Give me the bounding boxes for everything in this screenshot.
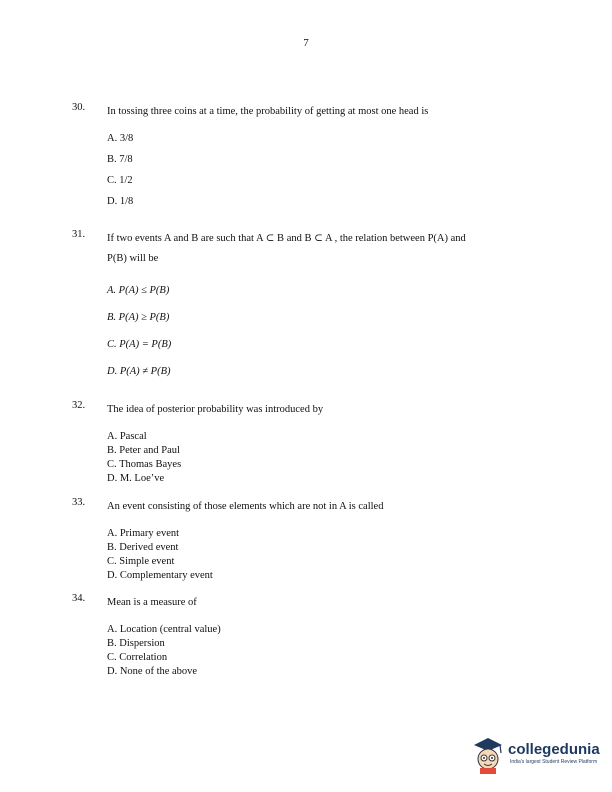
logo-wordmark: collegedunia	[508, 741, 600, 758]
question-text: In tossing three coins at a time, the probability of getting at most one head is	[107, 106, 429, 117]
options-list	[107, 527, 552, 583]
logo-tagline: India's largest Student Review Platform	[510, 759, 598, 765]
question-number: 33.	[72, 497, 86, 508]
option-b: B. Peter and Paul	[107, 445, 180, 456]
option-c: C. P(A) = P(B)	[107, 339, 172, 350]
option-d: D. P(A) ≠ P(B)	[107, 366, 171, 377]
option-d: D. Complementary event	[107, 570, 213, 581]
option-c: C. Correlation	[107, 652, 168, 663]
option-a: A. Location (central value)	[107, 624, 221, 635]
option-c: C. Thomas Bayes	[107, 459, 182, 470]
option-a: A. P(A) ≤ P(B)	[107, 285, 170, 296]
options-list	[107, 277, 552, 385]
page-number: 7	[303, 37, 309, 49]
option-d: D. None of the above	[107, 666, 198, 677]
question-text-line1: If two events A and B are such that A ⊂ B and B ⊂ A , the relation between P(A) and	[107, 233, 466, 244]
options-list	[107, 623, 552, 679]
option-a: A. 3/8	[107, 133, 134, 144]
question-33	[72, 497, 552, 583]
option-b: B. P(A) ≥ P(B)	[107, 312, 170, 323]
options-list	[107, 128, 552, 212]
question-34	[72, 593, 552, 679]
option-c: C. Simple event	[107, 556, 175, 567]
question-text: An event consisting of those elements which are not in A is called	[107, 501, 384, 512]
question-text-line2: P(B) will be	[107, 253, 159, 264]
question-text: The idea of posterior probability was introduced by	[107, 404, 324, 415]
option-d: D. 1/8	[107, 196, 134, 207]
question-number: 31.	[72, 229, 86, 240]
question-number: 34.	[72, 593, 86, 604]
question-text: Mean is a measure of	[107, 597, 197, 608]
mascot-icon	[470, 735, 506, 775]
question-number: 30.	[72, 102, 86, 113]
option-b: B. 7/8	[107, 154, 133, 165]
option-b: B. Derived event	[107, 542, 179, 553]
question-32	[72, 400, 552, 486]
option-b: B. Dispersion	[107, 638, 165, 649]
question-31	[72, 229, 552, 385]
collegedunia-logo[interactable]	[470, 735, 600, 775]
option-d: D. M. Loe’ve	[107, 473, 165, 484]
question-30	[72, 102, 552, 212]
option-a: A. Primary event	[107, 528, 180, 539]
question-number: 32.	[72, 400, 86, 411]
options-list	[107, 430, 552, 486]
option-c: C. 1/2	[107, 175, 133, 186]
option-a: A. Pascal	[107, 431, 147, 442]
